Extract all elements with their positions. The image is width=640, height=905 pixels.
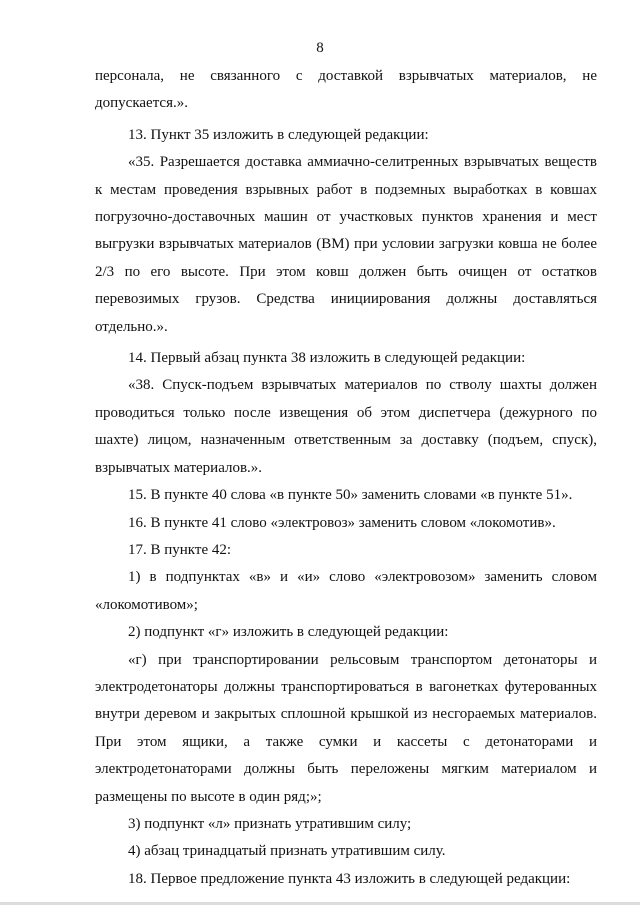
paragraph-item-18: 18. Первое предложение пункта 43 изложить в следующей редакции: — [128, 870, 571, 887]
paragraph-item-16: 16. В пункте 41 слово «электровоз» заменить словом «локомотив». — [128, 514, 556, 531]
paragraph-subitem-1: 1) в подпунктах «в» и «и» слово «электровозом» заменить словом «локомотивом»; — [95, 569, 597, 613]
page-number: 8 — [316, 40, 324, 56]
paragraph-clause-35: «35. Разрешается доставка аммиачно-селитренных взрывчатых веществ к местам проведения взрывных работ в подземных выработках в ковшах погрузочно-доставочных машин от участковых пунктов хранения и мест выгрузки взрывчатых материалов (ВМ) при условии загрузки ковша не более 2/3 по его высоте. При этом ковш должен быть очищен от остатков перевозимых грузов. Средства инициирования должны доставляться отдельно.». — [95, 154, 597, 335]
paragraph-subitem-3: 3) подпункт «л» признать утратившим силу; — [128, 815, 412, 832]
paragraph-item-14: 14. Первый абзац пункта 38 изложить в следующей редакции: — [128, 350, 526, 367]
paragraph-subitem-4: 4) абзац тринадцатый признать утратившим силу. — [128, 843, 446, 860]
paragraph-item-13: 13. Пункт 35 изложить в следующей редакции: — [128, 126, 429, 143]
paragraph-clause-g: «г) при транспортировании рельсовым транспортом детонаторы и электродетонаторы должны транспортироваться в вагонетках футерованных внутри деревом и закрытых сплошной крышкой из несгораемых материалов. При этом ящики, а также сумки и кассеты с детонаторами и электродетонаторами должны быть переложены мягким материалом и размещены по высоте в один ряд;»; — [95, 651, 597, 805]
paragraph-subitem-2: 2) подпункт «г» изложить в следующей редакции: — [128, 624, 449, 641]
document-body — [95, 63, 597, 893]
paragraph-item-17: 17. В пункте 42: — [128, 541, 232, 558]
paragraph-clause-38: «38. Спуск-подъем взрывчатых материалов по стволу шахты должен проводиться только после извещения об этом диспетчера (дежурного по шахте) лицом, назначенным ответственным за доставку (подъем, спуск), взрывчатых материалов.». — [95, 377, 597, 476]
paragraph-item-15: 15. В пункте 40 слова «в пункте 50» заменить словами «в пункте 51». — [128, 487, 573, 504]
paragraph-continuation: персонала, не связанного с доставкой взрывчатых материалов, не допускается.». — [95, 68, 597, 112]
